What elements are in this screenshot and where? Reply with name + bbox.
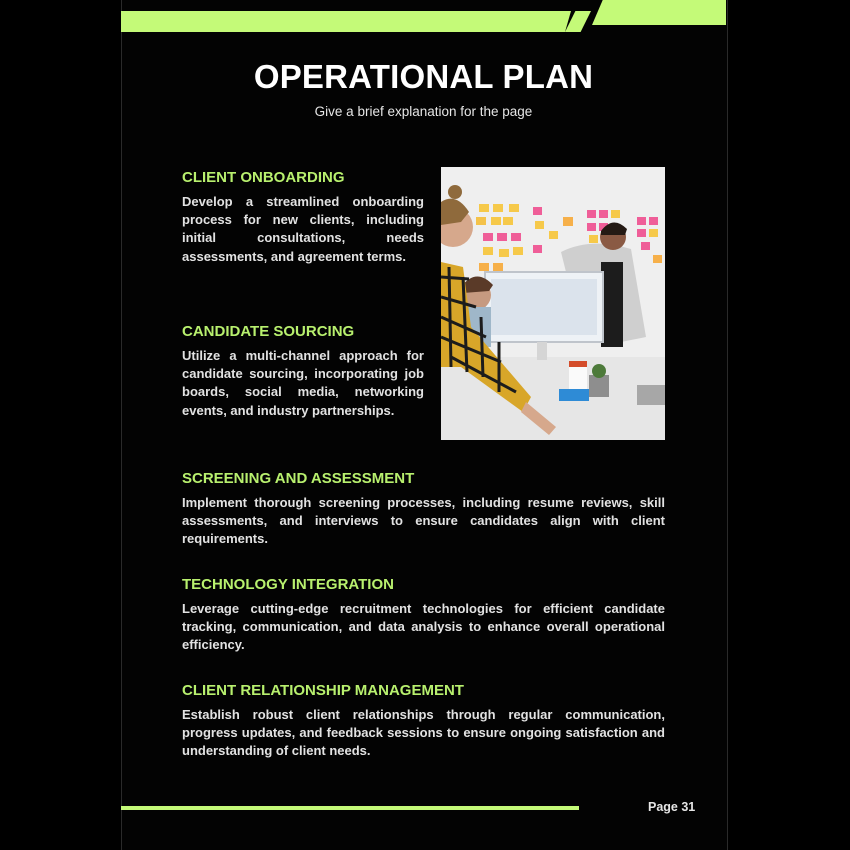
section-body: Implement thorough screening processes, including resume reviews, skill assessments, and interviews to ensure candidates align with client requirements. bbox=[182, 495, 665, 547]
section-heading: SCREENING AND ASSESSMENT bbox=[182, 470, 415, 487]
section-heading: CANDIDATE SOURCING bbox=[182, 323, 355, 340]
section-body: Utilize a multi-channel approach for candidate sourcing, incorporating job boards, social media, networking events, and industry partnerships. bbox=[182, 348, 424, 418]
section-screening-and-assessment bbox=[182, 469, 665, 549]
section-body: Establish robust client relationships through regular communication, progress updates, and feedback sessions to ensure ongoing satisfaction and understanding of client needs. bbox=[182, 707, 665, 759]
photo-illustration bbox=[441, 167, 665, 440]
section-body: Leverage cutting-edge recruitment technologies for efficient candidate tracking, communication, and data analysis to enhance overall operational efficiency. bbox=[182, 601, 665, 653]
header-accent-bar bbox=[121, 11, 571, 32]
section-technology-integration bbox=[182, 575, 665, 655]
page-subtitle: Give a brief explanation for the page bbox=[314, 104, 533, 119]
section-candidate-sourcing bbox=[182, 322, 424, 420]
header-accent-tab bbox=[592, 0, 726, 25]
section-heading: CLIENT RELATIONSHIP MANAGEMENT bbox=[182, 682, 464, 699]
page-title: OPERATIONAL PLAN bbox=[253, 58, 594, 95]
page-number: Page 31 bbox=[648, 800, 696, 814]
section-client-relationship-management bbox=[182, 681, 665, 761]
footer-accent-line bbox=[121, 806, 579, 810]
team-meeting-photo bbox=[441, 167, 665, 440]
section-heading: CLIENT ONBOARDING bbox=[182, 169, 345, 186]
section-heading: TECHNOLOGY INTEGRATION bbox=[182, 576, 394, 593]
section-body: Develop a streamlined onboarding process for new clients, including initial consultations, needs assessments, and agreement terms. bbox=[182, 194, 424, 264]
section-client-onboarding bbox=[182, 168, 424, 266]
